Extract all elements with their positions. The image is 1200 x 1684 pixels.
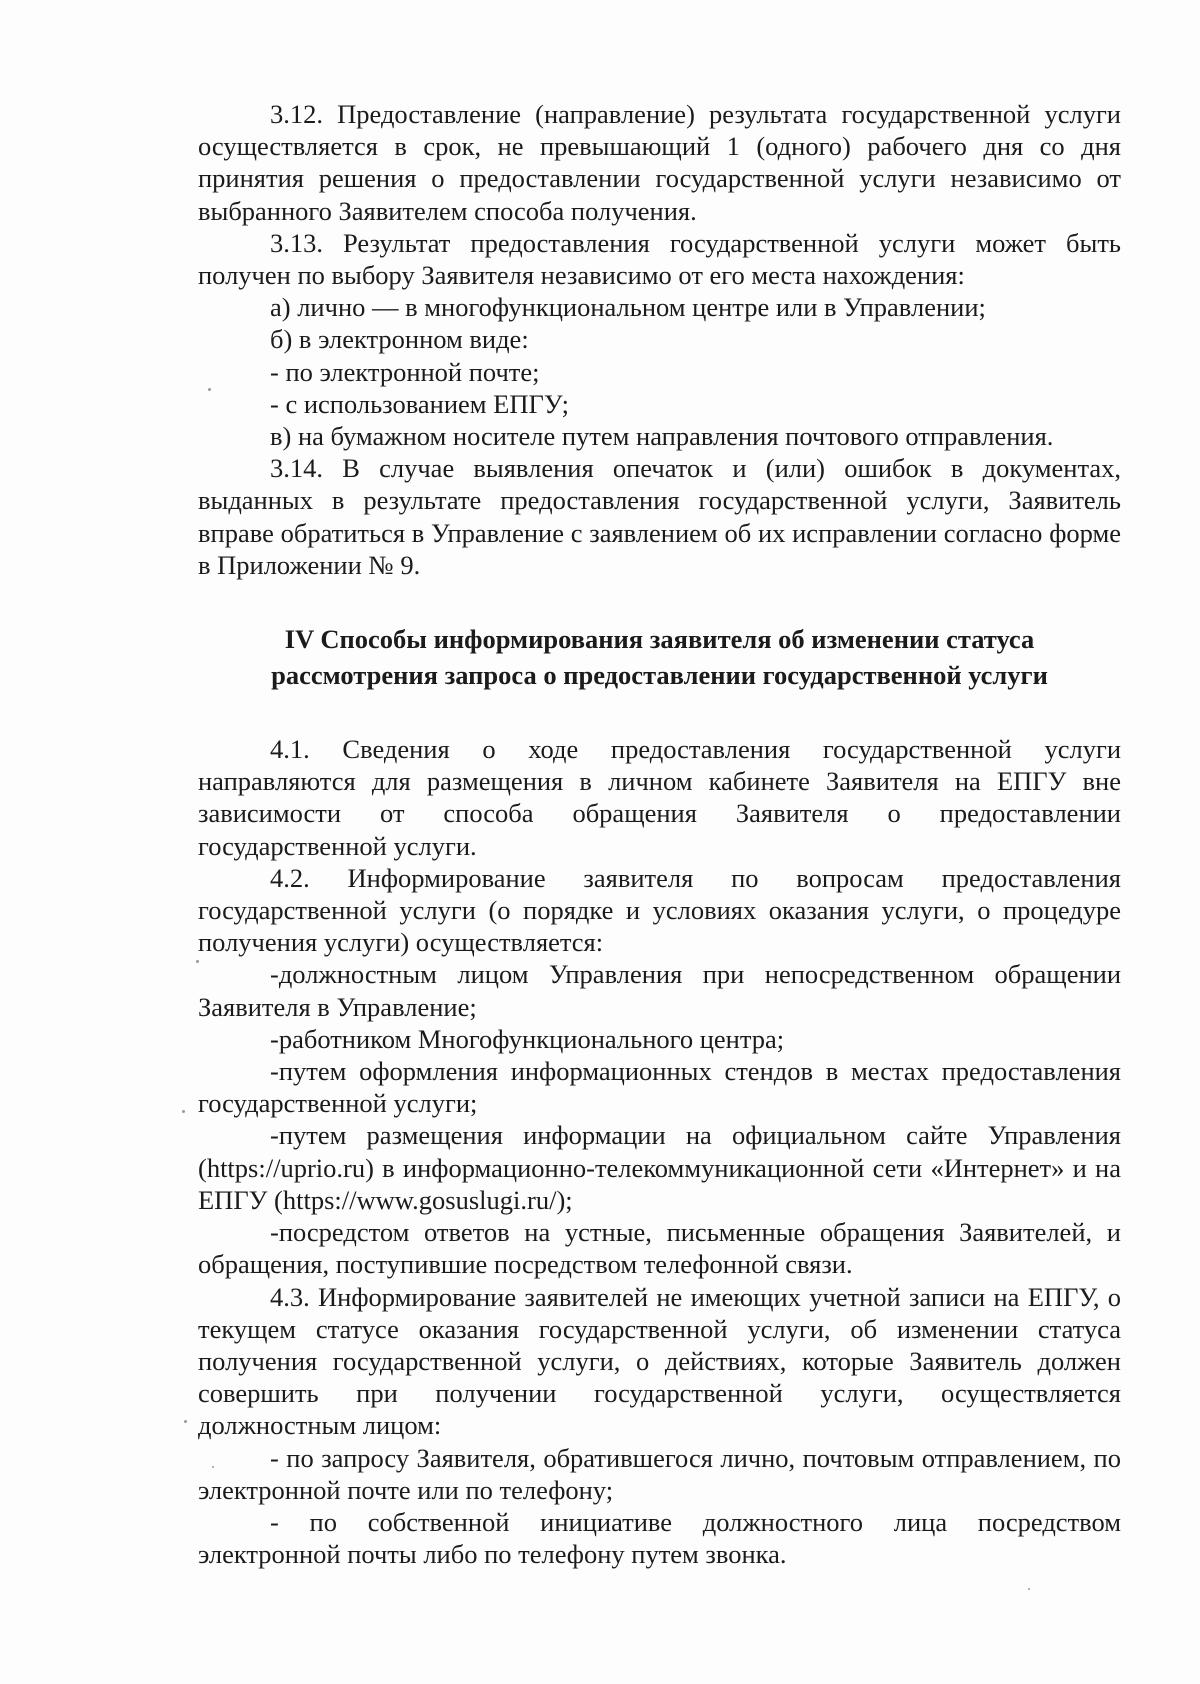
list-item-mfc: -работником Многофункционального центра; <box>270 1023 785 1054</box>
list-item-official: -должностным лицом Управления при непосредственном обращении Заявителя в Управление; <box>198 959 1121 1022</box>
paragraph-3-12: 3.12. Предоставление (направление) результата государственной услуги осуществляется в срок, не превышающий 1 (одного) рабочего дня со дня принятия решения о предоставлении государственной услуги независимо от выбранного Заявителем способа получения. <box>198 99 1121 226</box>
paragraph-3-14: 3.14. В случае выявления опечаток и (или) ошибок в документах, выданных в результате предоставления государственной услуги, Заявитель вправе обратиться в Управление с заявлением об их исправлении согласно форме в Приложении № 9. <box>198 453 1121 580</box>
scan-speck <box>196 960 199 963</box>
scan-speck <box>212 1466 214 1468</box>
list-item-initiative: - по собственной инициативе должностного лица посредством электронной почты либо по телефону путем звонка. <box>198 1506 1121 1570</box>
paragraph-4-1: 4.1. Сведения о ходе предоставления государственной услуги направляются для размещения в личном кабинете Заявителя на ЕПГУ вне зависимости от способа обращения Заявителя о предоставлении государственной услуги. <box>198 734 1121 861</box>
paragraph-4-2: 4.2. Информирование заявителя по вопросам предоставления государственной услуги (о порядке и условиях оказания услуги, о процедуре получения услуги) осуществляется: <box>198 862 1121 958</box>
list-item-on-request: - по запросу Заявителя, обратившегося лично, почтовым отправлением, по электронной почте или по телефону; <box>198 1442 1121 1505</box>
scan-speck <box>184 1420 187 1423</box>
list-item-epgu: - с использованием ЕПГУ; <box>270 388 569 419</box>
scan-speck <box>208 388 211 391</box>
scan-speck <box>1028 1588 1030 1590</box>
paragraph-4-3: 4.3. Информирование заявителей не имеющих учетной записи на ЕПГУ, о текущем статусе оказания государственной услуги, об изменении статуса получения государственной услуги, о действиях, которые Заявитель должен совершить при получении государственной услуги, осуществляется должностным лицом: <box>198 1281 1121 1441</box>
list-item-b: б) в электронном виде: <box>270 324 529 355</box>
list-item-responses: -посредстом ответов на устные, письменные обращения Заявителей, и обращения, поступившие посредством телефонной связи. <box>198 1217 1121 1280</box>
list-item-email: - по электронной почте; <box>270 356 540 387</box>
scan-speck <box>182 1110 185 1113</box>
section-heading <box>198 621 1121 693</box>
list-item-v: в) на бумажном носителе путем направления почтового отправления. <box>270 421 1054 452</box>
list-item-website: -путем размещения информации на официальном сайте Управления (https://uprio.ru) в информационно-телекоммуникационной сети «Интернет» и на ЕПГУ (https://www.gosuslugi.ru/); <box>198 1120 1121 1215</box>
list-item-stands: -путем оформления информационных стендов в местах предоставления государственной услуги; <box>198 1056 1121 1119</box>
section-heading-line-2: рассмотрения запроса о предоставлении государственной услуги <box>271 660 1048 691</box>
paragraph-3-13: 3.13. Результат предоставления государственной услуги может быть получен по выбору Заявителя независимо от его места нахождения: <box>198 227 1121 291</box>
section-heading-line-1: IV Способы информирования заявителя об изменении статуса <box>284 624 1035 655</box>
document-body <box>198 98 1121 1570</box>
list-item-a: а) лично — в многофункциональном центре или в Управлении; <box>270 292 986 323</box>
